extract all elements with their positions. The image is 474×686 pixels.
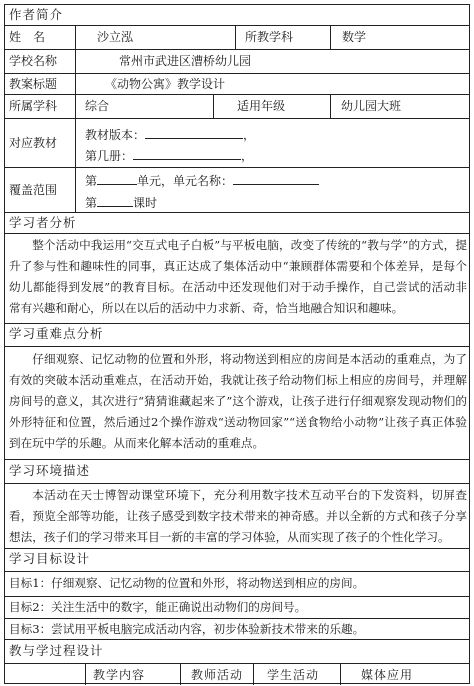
- row-divider: [5, 346, 469, 347]
- row-divider: [5, 459, 469, 460]
- discipline-label: 所属学科: [9, 99, 58, 113]
- textbook-volume-line: [85, 147, 253, 163]
- coverage-second-label: 第: [85, 196, 98, 210]
- coverage-lesson-blank[interactable]: [97, 194, 133, 207]
- coverage-unit-name-blank[interactable]: [233, 172, 319, 185]
- discipline-value: 综合: [85, 99, 110, 113]
- column-divider: [235, 25, 236, 49]
- subject-label: 所教学科: [245, 30, 294, 44]
- textbook-volume-blank[interactable]: [133, 147, 241, 160]
- grade-label: 适用年级: [237, 99, 286, 113]
- coverage-unit-blank[interactable]: [97, 172, 137, 185]
- column-divider: [253, 663, 254, 685]
- name-label: 姓 名: [9, 30, 46, 44]
- textbook-version-line: [85, 126, 255, 142]
- lesson-title-value: 《动物公寓》教学设计: [105, 77, 226, 91]
- coverage-unit-label: 单元，单元名称：: [137, 174, 234, 188]
- row-divider: [5, 323, 469, 324]
- learner-analysis-text: 整个活动中我运用“交互式电子白板”与平板电脑，改变了传统的“教与学”的方式，提升了参与性和趣味性的同事，真正达成了集体活动中“兼顾群体需要和个体差异，是每个幼儿都能得到发展”的教育目标。在活动中还发现他们对于动手操作，自己尝试的活动非常有兴趣和耐心，所以在以后的活动中力求新、奇，恰当地融合知识和趣味。: [9, 238, 467, 315]
- column-divider: [330, 25, 331, 49]
- row-divider: [5, 596, 469, 597]
- coverage-unit-line: [85, 172, 319, 188]
- objective-item: 目标3：尝试用平板电脑完成活动内容，初步体验新技术带来的乐趣。: [9, 622, 365, 636]
- coverage-lesson-label: 课时: [133, 196, 158, 210]
- objective-item: 目标1：仔细观察、记忆动物的位置和外形，将动物送到相应的房间。: [9, 576, 365, 590]
- row-divider: [5, 483, 469, 484]
- coverage-lesson-line: [85, 194, 157, 210]
- process-header-media: 媒体应用: [361, 668, 414, 682]
- textbook-version-comma: ，: [243, 128, 256, 142]
- row-divider: [5, 639, 469, 640]
- row-divider: [5, 233, 469, 234]
- textbook-volume-label: 第几册：: [85, 149, 134, 163]
- lesson-title-label: 教案标题: [9, 77, 58, 91]
- column-divider: [213, 94, 214, 118]
- row-divider: [5, 212, 469, 213]
- school-label: 学校名称: [9, 54, 58, 68]
- column-divider: [85, 663, 86, 685]
- textbook-version-blank[interactable]: [145, 126, 243, 139]
- row-divider: [5, 571, 469, 572]
- section-title-process: 教与学过程设计: [9, 643, 104, 658]
- objective-item: 目标2：关注生活中的数字，能正确说出动物们的房间号。: [9, 600, 307, 614]
- coverage-label: 覆盖范围: [9, 183, 58, 197]
- column-divider: [75, 25, 76, 212]
- row-divider: [5, 548, 469, 549]
- section-title-objectives: 学习目标设计: [9, 551, 91, 566]
- process-header-teacher: 教师活动: [191, 668, 244, 682]
- subject-value: 数学: [342, 30, 367, 44]
- row-divider: [5, 618, 469, 619]
- grade-value: 幼儿园大班: [341, 99, 402, 113]
- lesson-plan-form: [4, 4, 470, 684]
- section-title-learner-analysis: 学习者分析: [9, 215, 77, 230]
- school-value: 常州市武进区漕桥幼儿园: [119, 54, 252, 68]
- name-value: 沙立泓: [97, 30, 134, 44]
- section-title-environment: 学习环境描述: [9, 463, 91, 478]
- section-title-key-points: 学习重难点分析: [9, 326, 104, 341]
- column-divider: [330, 94, 331, 118]
- textbook-version-label: 教材版本：: [85, 128, 146, 142]
- process-header-student: 学生活动: [267, 668, 320, 682]
- process-header-content: 教学内容: [93, 668, 146, 682]
- column-divider: [340, 663, 341, 685]
- coverage-first-label: 第: [85, 174, 98, 188]
- key-points-text: 仔细观察、记忆动物的位置和外形，将动物送到相应的房间是本活动的重难点，为了有效的突破本活动重难点，在活动开始，我就让孩子给动物们标上相应的房间号，并理解房间号的意义，其次进行“猜猜谁藏起来了”这个游戏，让孩子进行仔细观察发现动物们的外形特征和位置，然后通过2个操作游戏“送动物回家”“送食物给小动物”让孩子真正体验到在玩中学的乐趣。从而来化解本活动的重难点。: [9, 352, 467, 450]
- textbook-volume-comma: ，: [241, 149, 254, 163]
- row-divider: [5, 663, 469, 664]
- section-title-author: 作者简介: [9, 7, 64, 22]
- column-divider: [180, 663, 181, 685]
- textbook-label: 对应教材: [9, 136, 58, 150]
- environment-text: 本活动在天士博智动课堂环境下，充分利用数字技术互动平台的下发资料，切屏查看，预览全部等功能，让孩子感受到数字技术带来的神奇感。并以全新的方式和孩子分享想法，孩子们的学习带来耳目一新的丰富的学习体验，从而实现了孩子的个性化学习。: [9, 488, 467, 544]
